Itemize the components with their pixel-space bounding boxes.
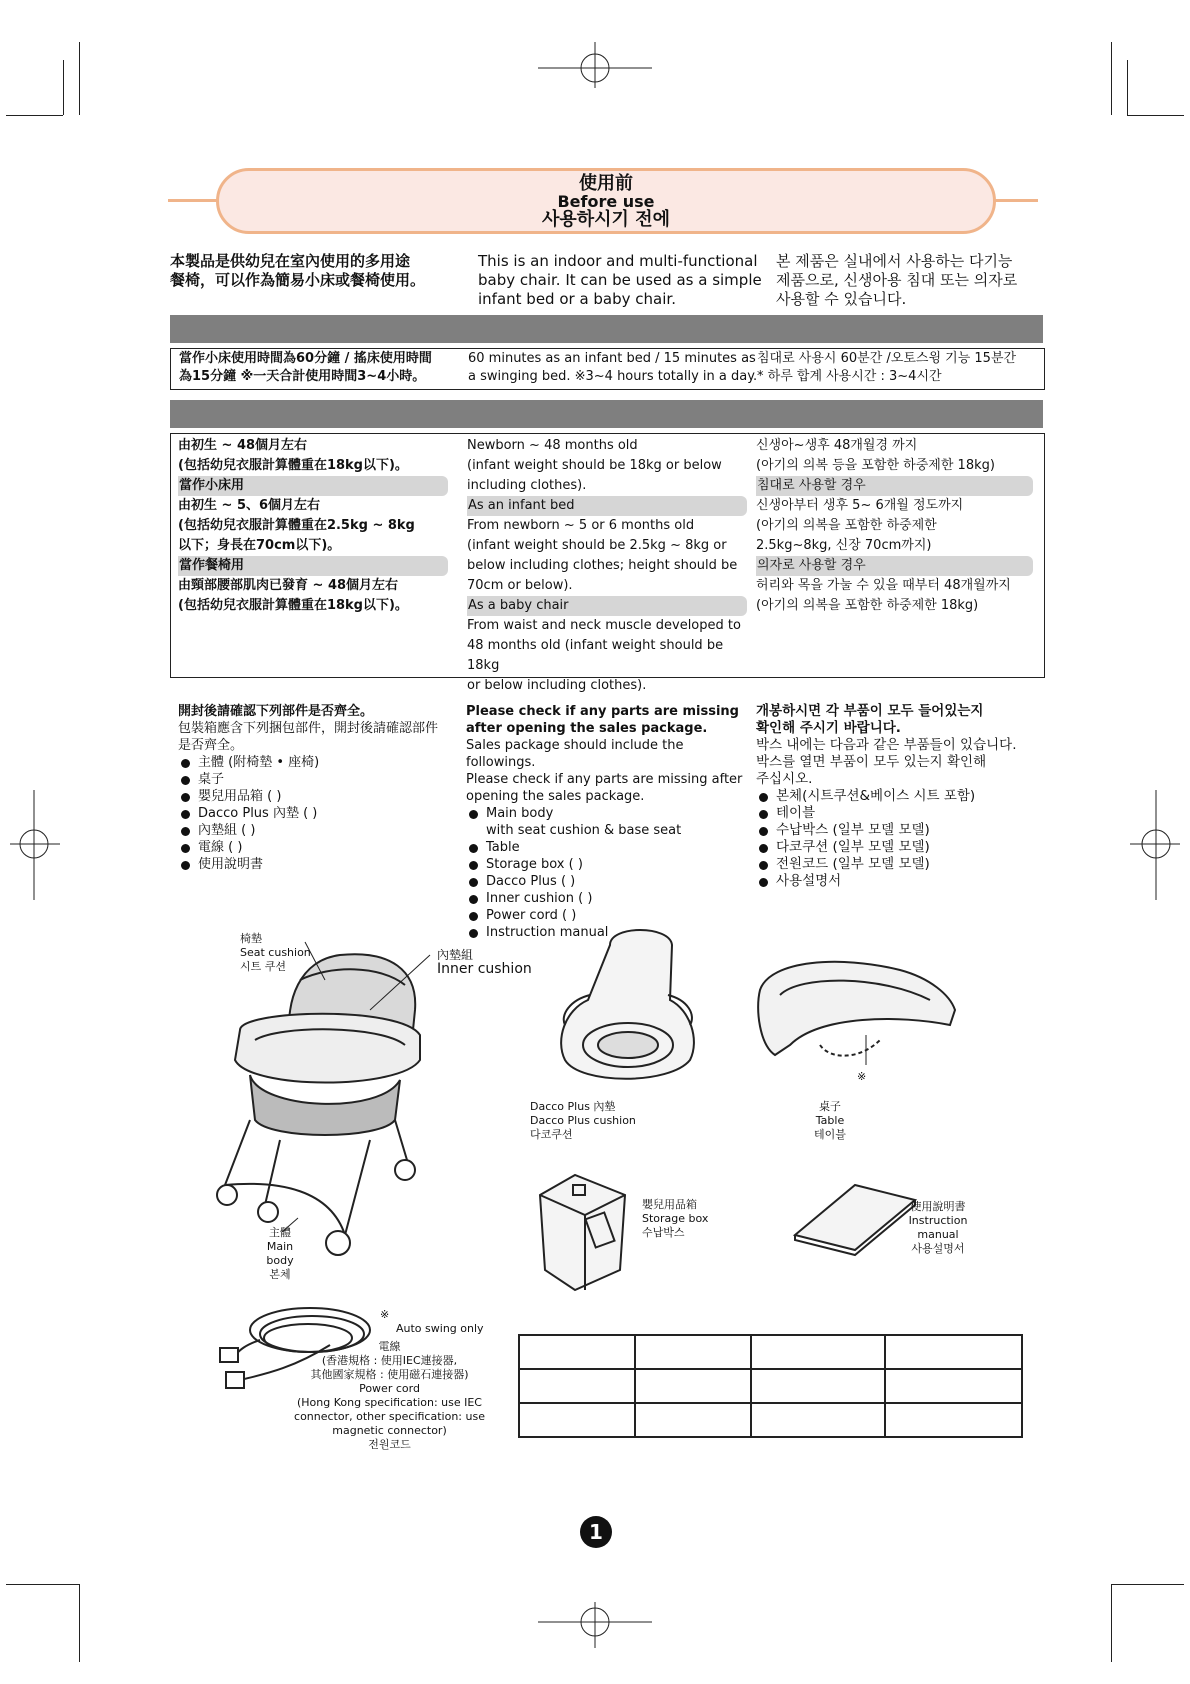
caption-line: 본체 [269, 1268, 291, 1281]
title-en: Before use [557, 192, 655, 211]
caption-line: Dacco Plus cushion [530, 1114, 636, 1127]
parts-item: 수납박스 (일부 모델 모델) [756, 822, 1046, 839]
caption-main-body [252, 1226, 308, 1282]
parts-item: 使用說明書 [178, 856, 463, 873]
caption-line: 使用說明書 [910, 1200, 966, 1213]
auto-swing-mark: ※ [380, 1308, 390, 1321]
caption-line: 電線 [378, 1340, 401, 1353]
caption-table [800, 1100, 860, 1142]
parts-desc: Please check if any parts are missing after [466, 772, 743, 787]
age-line: (包括幼兒衣服計算體重在2.5kg ~ 8kg [178, 518, 415, 533]
parts-item: 電線 ( ) [178, 839, 463, 856]
age-line: (아기의 의복 등을 포함한 하중제한 18kg) [756, 458, 995, 473]
parts-item: Power cord ( ) [466, 907, 756, 924]
age-line: 신생아~생후 48개월경 까지 [756, 438, 918, 453]
usage-line: 為15分鐘 ※一天合計使用時間3~4小時。 [179, 369, 426, 384]
age-heading-bed: 當作小床用 [178, 476, 448, 496]
age-heading-chair: As a baby chair [467, 596, 747, 616]
parts-item: 主體 (附椅墊 • 座椅) [178, 754, 463, 771]
caption-seat-cushion [240, 932, 311, 974]
caption-line: Dacco Plus 內墊 [530, 1100, 616, 1113]
table-note-mark: ※ [857, 1070, 867, 1083]
parts-heading: 개봉하시면 각 부품이 모두 들어있는지 [756, 703, 984, 719]
main-body-illustration [217, 942, 430, 1255]
intro-ko-line: 본 제품은 실내에서 사용하는 다기능 [776, 252, 1013, 270]
caption-line: 수납박스 [642, 1226, 685, 1239]
usage-line: 침대로 사용시 60분간 /오토스윙 기능 15분간 [757, 351, 1017, 366]
age-line: (包括幼兒衣服計算體重在18kg以下)。 [178, 598, 408, 613]
parts-desc: 是否齊全。 [178, 738, 244, 753]
parts-item: 전원코드 (일부 모델 모델) [756, 856, 1046, 873]
table-row [519, 1335, 1022, 1369]
parts-item: 다코쿠션 (일부 모델 모델) [756, 839, 1046, 856]
page-number: 1 [580, 1516, 612, 1548]
caption-line: 椅墊 [240, 932, 262, 945]
caption-line: 桌子 [819, 1100, 841, 1113]
age-line: or below including clothes). [467, 678, 647, 693]
caption-auto-swing: Auto swing only [396, 1322, 484, 1335]
caption-line: connector, other specification: use [294, 1410, 485, 1423]
caption-storage [642, 1198, 708, 1240]
caption-line: magnetic connector) [332, 1424, 447, 1437]
caption-line: Storage box [642, 1212, 709, 1225]
parts-item: Main body [466, 805, 756, 822]
parts-item: 嬰兒用品箱 ( ) [178, 788, 463, 805]
caption-line: Table [815, 1114, 845, 1127]
parts-item: Table [466, 839, 756, 856]
title-ko: 사용하시기 전에 [542, 209, 670, 230]
age-line: 신생아부터 생후 5~ 6개월 정도까지 [756, 498, 964, 513]
usage-line: 60 minutes as an infant bed / 15 minutes as [468, 351, 756, 366]
parts-heading: 확인해 주시기 바랍니다. [756, 720, 901, 736]
age-heading-bed: 침대로 사용할 경우 [756, 476, 1033, 496]
intro-en-line: infant bed or a baby chair. [478, 290, 676, 308]
age-line: (아기의 의복을 포함한 하중제한 [756, 518, 937, 533]
parts-desc: 包裝箱應含下列捆包部件，開封後請確認部件 [178, 721, 439, 736]
caption-line: 사용설명서 [911, 1242, 965, 1255]
caption-line: 主體 [269, 1226, 291, 1239]
storage-box-illustration [540, 1175, 625, 1290]
title-zh: 使用前 [579, 173, 633, 194]
parts-item-sub: with seat cushion & base seat [486, 823, 682, 838]
parts-desc: 박스 내에는 다음과 같은 부품들이 있습니다. [756, 737, 1017, 753]
intro-en-line: baby chair. It can be used as a simple [478, 271, 762, 289]
caption-power-cord [292, 1340, 487, 1452]
usage-line: * 하루 합계 사용시간 : 3~4시간 [757, 369, 942, 384]
blank-grid-table [518, 1334, 1023, 1438]
caption-line: 전원코드 [368, 1438, 411, 1451]
parts-item: Inner cushion ( ) [466, 890, 756, 907]
age-line: below including clothes; height should be [467, 558, 738, 573]
parts-item: 內墊組 ( ) [178, 822, 463, 839]
parts-desc: Sales package should include the followings. [466, 738, 684, 770]
age-line: (包括幼兒衣服計算體重在18kg以下)。 [178, 458, 408, 473]
caption-line: Inner cushion [437, 961, 532, 977]
age-line: From waist and neck muscle developed to [467, 618, 741, 633]
parts-desc: 박스를 열면 부품이 모두 있는지 확인해 [756, 754, 987, 770]
age-line: including clothes). [467, 478, 587, 493]
table-illustration [758, 962, 955, 1065]
caption-line: 嬰兒用品箱 [642, 1198, 697, 1211]
age-heading-bed: As an infant bed [467, 496, 747, 516]
intro-ko-line: 사용할 수 있습니다. [776, 290, 907, 308]
age-line: (아기의 의복을 포함한 하중제한 18kg) [756, 598, 979, 613]
caption-line: 테이블 [814, 1128, 846, 1141]
parts-heading: after opening the sales package. [466, 721, 708, 736]
usage-line: 當作小床使用時間為60分鐘 / 搖床使用時間 [179, 351, 432, 366]
parts-item: Dacco Plus ( ) [466, 873, 756, 890]
caption-line: (香港規格 : 使用IEC連接器, [321, 1354, 458, 1367]
caption-line: (Hong Kong specification: use IEC [296, 1396, 482, 1409]
age-line: 由初生 ~ 5、6個月左右 [178, 498, 321, 513]
age-line: 48 months old (infant weight should be 18kg [467, 638, 724, 673]
parts-item: 桌子 [178, 771, 463, 788]
parts-item: 본체(시트쿠션&베이스 시트 포함) [756, 788, 1046, 805]
caption-line: 其他國家規格 : 使用磁石連接器) [310, 1368, 469, 1381]
intro-zh-line: 餐椅，可以作為簡易小床或餐椅使用。 [170, 271, 426, 289]
age-line: 70cm or below). [467, 578, 573, 593]
age-line: Newborn ~ 48 months old [467, 438, 638, 453]
age-line: (infant weight should be 18kg or below [467, 458, 722, 473]
intro-ko-line: 제품으로, 신생아용 침대 또는 의자로 [776, 271, 1018, 289]
parts-item: Dacco Plus 內墊 ( ) [178, 805, 463, 822]
parts-desc: 주십시오. [756, 771, 813, 787]
table-row [519, 1403, 1022, 1437]
usage-line: a swinging bed. ※3~4 hours totally in a day. [468, 369, 758, 384]
parts-item: 사용설명서 [756, 873, 1046, 890]
caption-inner-cushion [437, 948, 532, 976]
caption-manual [888, 1200, 988, 1256]
parts-item: 테이블 [756, 805, 1046, 822]
parts-item: Storage box ( ) [466, 856, 756, 873]
age-line: 2.5kg~8kg, 신장 70cm까지) [756, 538, 932, 553]
age-heading-chair: 當作餐椅用 [178, 556, 448, 576]
intro-zh-line: 本製品是供幼兒在室內使用的多用途 [170, 252, 411, 270]
parts-desc: opening the sales package. [466, 789, 645, 804]
caption-line: Power cord [359, 1382, 420, 1395]
intro-en-line: This is an indoor and multi-functional [478, 252, 758, 270]
parts-heading: Please check if any parts are missing [466, 704, 739, 719]
parts-item: Instruction manual [466, 924, 756, 941]
caption-line: 다코쿠션 [530, 1128, 573, 1141]
age-line: 以下；身長在70cm以下)。 [178, 538, 341, 553]
parts-heading: 開封後請確認下列部件是否齊全。 [178, 704, 374, 719]
age-line: 由頸部腰部肌肉已發育 ~ 48個月左右 [178, 578, 399, 593]
caption-line: Instruction manual [908, 1214, 968, 1241]
caption-line: Main body [266, 1240, 294, 1267]
caption-dacco [530, 1100, 636, 1142]
age-line: (infant weight should be 2.5kg ~ 8kg or [467, 538, 727, 553]
age-line: 由初生 ~ 48個月左右 [178, 438, 308, 453]
age-line: From newborn ~ 5 or 6 months old [467, 518, 695, 533]
table-row [519, 1369, 1022, 1403]
dacco-cushion-illustration [561, 930, 694, 1079]
age-line: 허리와 목을 가눌 수 있을 때부터 48개월까지 [756, 578, 1011, 593]
age-heading-chair: 의자로 사용할 경우 [756, 556, 1033, 576]
caption-line: Seat cushion [240, 946, 311, 959]
caption-line: 시트 쿠션 [240, 960, 287, 973]
caption-line: 內墊組 [437, 948, 474, 962]
